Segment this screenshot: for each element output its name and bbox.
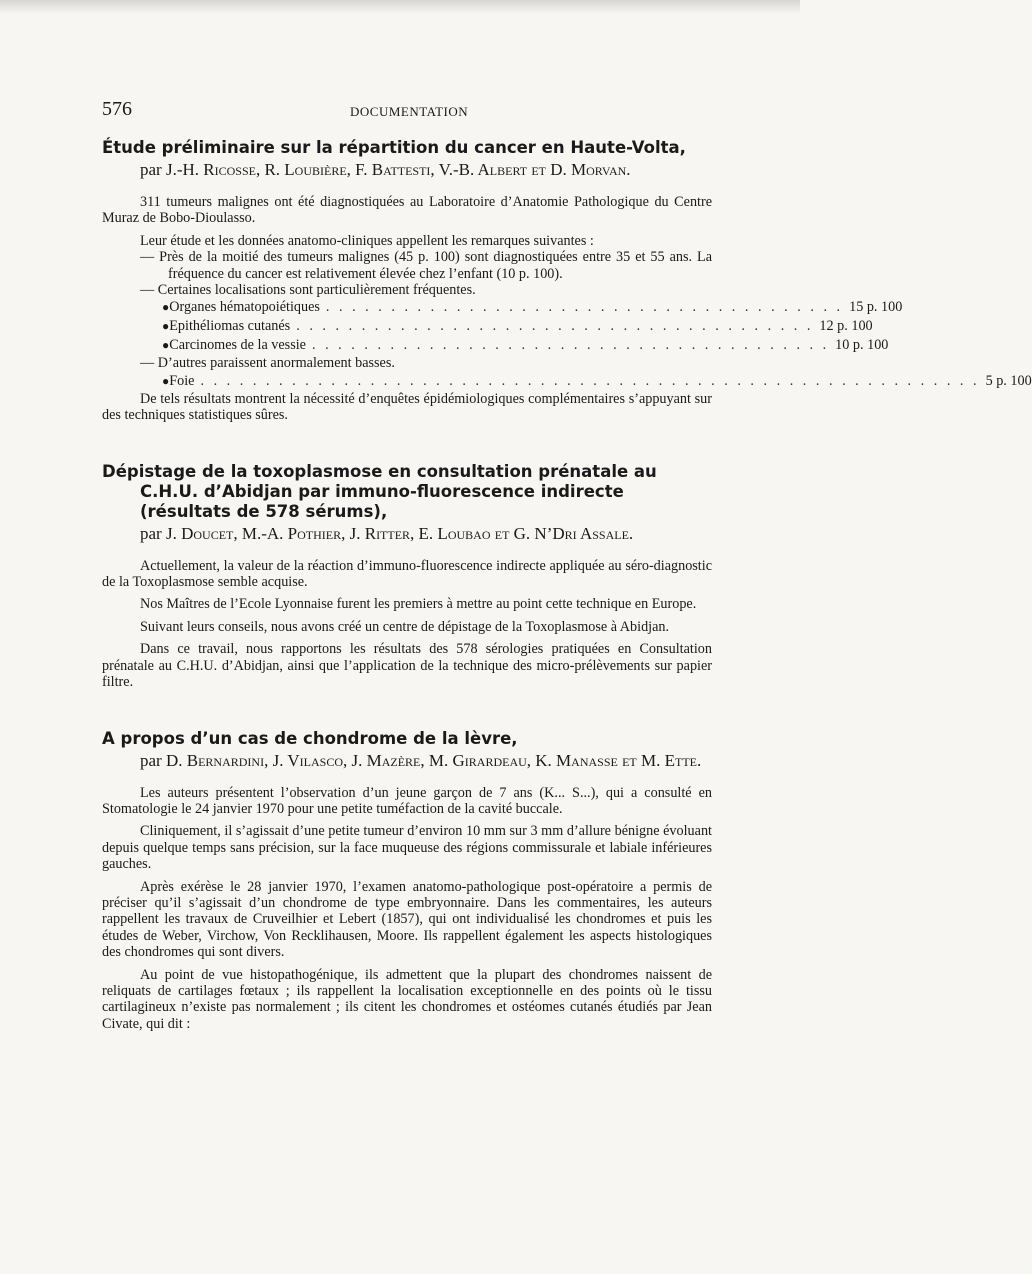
bullet-icon: ● — [162, 338, 170, 353]
paragraph: Cliniquement, il s’agissait d’une petite tumeur d’environ 10 mm sur 3 mm d’allure bénigne évoluant depuis quelque temps sans précision, sur la face muqueuse des régions commissurale et labiale inférieures gauches. — [102, 823, 712, 873]
paragraph: Les auteurs présentent l’observation d’un jeune garçon de 7 ans (K... S...), qui a consulté en Stomatologie le 24 janvier 1970 pour une petite tuméfaction de la cavité buccale. — [102, 784, 712, 817]
leader-dots: . . . . . . . . . . . . . . . . . . . . . . . . . . . . . . . . . . . . . . . . — [296, 318, 814, 335]
article-toxoplasmose — [102, 462, 712, 691]
article-title: Dépistage de la toxoplasmose en consultation prénatale au C.H.U. d’Abidjan par immuno-fluorescence indirecte (résultats de 578 sérums), — [102, 461, 657, 521]
article-authors — [140, 160, 712, 180]
paragraph: Dans ce travail, nous rapportons les résultats des 578 sérologies pratiquées en Consultation prénatale au C.H.U. d’Abidjan, ainsi que l’application de la technique des micro-prélèvements sur papier filtre. — [102, 641, 712, 691]
list-item — [162, 336, 889, 355]
paragraph: De tels résultats montrent la nécessité d’enquêtes épidémiologiques complémentaires s’appuyant sur des techniques statistiques sûres. — [102, 390, 712, 424]
item-label: Carcinomes de la vessie — [169, 337, 306, 354]
article-authors — [140, 524, 712, 544]
paragraph: Nos Maîtres de l’Ecole Lyonnaise furent les premiers à mettre au point cette technique en Europe. — [140, 596, 697, 613]
article-authors — [140, 751, 712, 771]
page-header — [102, 98, 712, 128]
paragraph: Au point de vue histopathogénique, ils admettent que la plupart des chondromes naissent de reliquats de cartilages fœtaux ; ils rappellent la localisation exceptionnelle en des points où le tissu cartilagineux n’existe pas normalement ; ils citent les chondromes et ostéomes cutanés étudiés par Jean Civate, qui dit : — [102, 966, 712, 1032]
list-item — [162, 298, 903, 317]
article-title: A propos d’un cas de chondrome de la lèvre, — [102, 728, 518, 748]
by-label: par — [140, 160, 162, 179]
article-title: Étude préliminaire sur la répartition du cancer en Haute-Volta, — [102, 138, 686, 157]
paragraph: 311 tumeurs malignes ont été diagnostiquées au Laboratoire d’Anatomie Pathologique du Centre Muraz de Bobo-Dioulasso. — [102, 194, 712, 227]
item-label: Foie — [169, 372, 195, 389]
dash-item: — D’autres paraissent anormalement basses. — [140, 355, 395, 372]
bullet-icon: ● — [162, 319, 170, 334]
author-list: J.-H. Ricosse, R. Loubière, F. Battesti, V.-B. Albert et D. Morvan. — [165, 160, 631, 179]
list-item — [162, 372, 1032, 391]
item-label: Organes hématopoiétiques — [169, 299, 320, 316]
scan-edge — [0, 0, 800, 14]
document-page — [102, 98, 1032, 1032]
dash-item: — Près de la moitié des tumeurs malignes (45 p. 100) sont diagnostiquées entre 35 et 55 ans. La fréquence du cancer est relativement élevée chez l’enfant (10 p. 100). — [140, 249, 712, 282]
frequency-list-low — [102, 372, 1032, 391]
by-label: par — [140, 750, 162, 770]
article-chondrome — [102, 729, 712, 1033]
paragraph: Actuellement, la valeur de la réaction d’immuno-fluorescence indirecte appliquée au séro-diagnostic de la Toxoplasmose semble acquise. — [102, 557, 712, 591]
frequency-list-high — [102, 298, 903, 355]
bullet-icon: ● — [162, 300, 170, 315]
item-label: Epithéliomas cutanés — [169, 318, 291, 335]
item-value: 5 p. 100 — [985, 372, 1032, 389]
leader-dots: . . . . . . . . . . . . . . . . . . . . . . . . . . . . . . . . . . . . . . . . — [325, 299, 844, 316]
page-number: 576 — [102, 98, 132, 120]
paragraph: Suivant leurs conseils, nous avons créé un centre de dépistage de la Toxoplasmose à Abidjan. — [140, 618, 670, 635]
author-list: J. Doucet, M.-A. Pothier, J. Ritter, E. Loubao et G. N’Dri Assale. — [165, 523, 634, 543]
bullet-icon: ● — [162, 373, 170, 388]
leader-dots: . . . . . . . . . . . . . . . . . . . . . . . . . . . . . . . . . . . . . . . . . . . . . . . . . . . . . . . . . . . . — [200, 372, 980, 389]
leader-dots: . . . . . . . . . . . . . . . . . . . . . . . . . . . . . . . . . . . . . . . . — [311, 337, 830, 354]
paragraph: Leur étude et les données anatomo-cliniques appellent les remarques suivantes : — [140, 232, 594, 249]
paragraph: Après exérèse le 28 janvier 1970, l’examen anatomo-pathologique post-opératoire a permis de préciser qu’il s’agissait d’un chondrome de type embryonnaire. Dans les commentaires, les auteurs rappellent les travaux de Cruveilhier et Lebert (1857), qui ont individualisé les chondromes et puis les études de Weber, Virchow, Von Recklihausen, Moore. Ils rappellent également les aspects histologiques des chondromes qui sont divers. — [102, 878, 712, 961]
list-item — [162, 317, 873, 336]
by-label: par — [140, 523, 162, 543]
author-list: D. Bernardini, J. Vilasco, J. Mazère, M. Girardeau, K. Manasse et M. Ette. — [165, 750, 702, 770]
item-value: 10 p. 100 — [835, 337, 889, 354]
running-title: DOCUMENTATION — [350, 104, 469, 119]
article-cancer-haute-volta — [102, 128, 1032, 424]
dash-item: — Certaines localisations sont particulièrement fréquentes. — [140, 282, 476, 299]
item-value: 12 p. 100 — [819, 318, 873, 335]
item-value: 15 p. 100 — [849, 299, 903, 316]
